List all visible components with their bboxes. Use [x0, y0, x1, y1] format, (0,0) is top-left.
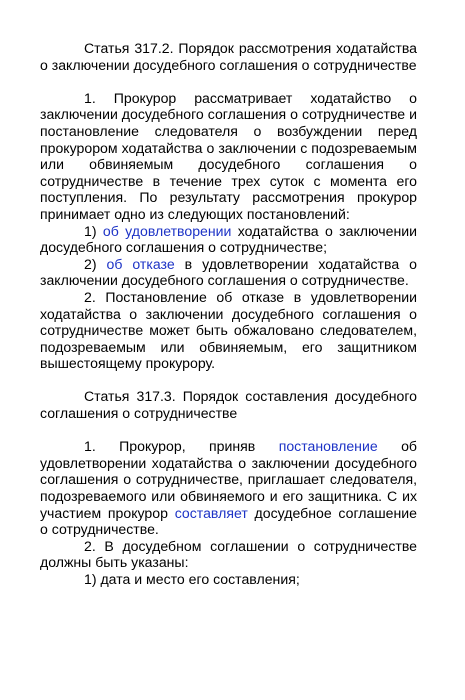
paragraph-text: об удовлетворении ходатайства о заключении досудебного соглашения о сотрудничестве, приглашает следователя, подозреваемого или обвиняемого и его защитника. С их участием прокурор [40, 438, 418, 521]
document-page [40, 40, 417, 588]
article-317-3-heading: Статья 317.3. Порядок составления досудебного соглашения о сотрудничестве [40, 388, 417, 422]
article-317-3-paragraph-2: 2. В досудебном соглашении о сотрудничестве должны быть указаны: [40, 537, 417, 571]
article-317-2-paragraph-2: 2. Постановление об отказе в удовлетворении ходатайства о заключении досудебного соглашения о сотрудничестве может быть обжаловано следователем, подозреваемым или обвиняемым, его защитником вышестоящему прокурору. [40, 288, 417, 372]
article-317-3-item-1: 1) дата и место его составления; [84, 571, 300, 587]
link-ob-udovletvorenii[interactable]: об удовлетворении [102, 222, 232, 239]
article-317-2-item-1 [40, 223, 417, 256]
paragraph-text: досудебное соглашение о сотрудничестве. [40, 504, 418, 538]
article-317-2-item-2 [40, 256, 417, 289]
item-number: 2) [84, 255, 107, 272]
article-317-3-paragraph-1 [40, 438, 417, 538]
item-text: в удовлетворении ходатайства о заключении досудебного соглашения о сотрудничестве. [40, 255, 417, 289]
article-317-2-heading: Статья 317.2. Порядок рассмотрения ходатайства о заключении досудебного соглашения о сотрудничестве [40, 40, 417, 73]
item-number: 1) [84, 222, 103, 239]
link-sostavlyaet[interactable]: составляет [174, 504, 248, 521]
paragraph-text: 1. Прокурор, приняв [84, 438, 279, 455]
item-text: ходатайства о заключении досудебного соглашения о сотрудничестве; [40, 222, 417, 256]
link-ob-otkaze[interactable]: об отказе [106, 255, 175, 272]
link-postanovlenie[interactable]: постановление [278, 438, 378, 455]
article-317-2-paragraph-1: 1. Прокурор рассматривает ходатайство о заключении досудебного соглашения о сотрудничестве и постановление следователя о возбуждении перед прокурором ходатайства о заключении с подозреваемым или обвиняемым досудебного соглашения о сотрудничестве в течение трех суток с момента его поступления. По результату рассмотрения прокурор принимает одно из следующих постановлений: [40, 89, 417, 222]
